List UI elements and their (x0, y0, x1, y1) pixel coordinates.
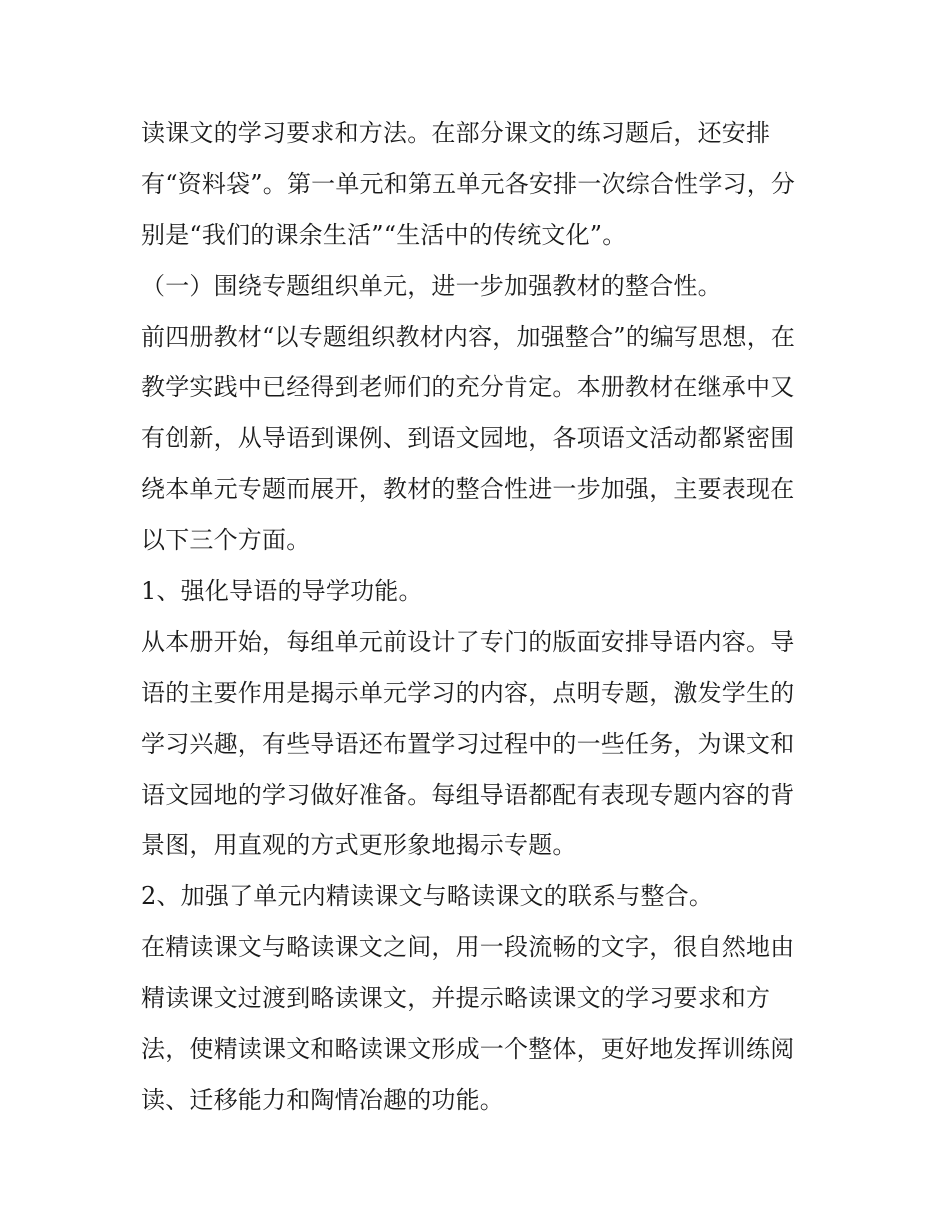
text-line: 教学实践中已经得到老师们的充分肯定。本册教材在继承中又 (141, 373, 795, 402)
text-line: 精读课文过渡到略读课文，并提示略读课文的学习要求和方 (141, 984, 771, 1013)
text-line: 有创新，从导语到课例、到语文园地，各项语文活动都紧密围 (141, 424, 795, 453)
text-line: 景图，用直观的方式更形象地揭示专题。 (141, 831, 577, 860)
text-line: 学习兴趣，有些导语还布置学习过程中的一些任务，为课文和 (141, 729, 795, 758)
document-page (141, 108, 813, 1126)
text-line: 法，使精读课文和略读课文形成一个整体，更好地发挥训练阅 (141, 1035, 795, 1064)
text-line: 前四册教材“以专题组织教材内容，加强整合”的编写思想，在 (141, 322, 796, 351)
text-line: 读课文的学习要求和方法。在部分课文的练习题后，还安排 (141, 119, 771, 147)
text-line: 以下三个方面。 (141, 526, 311, 555)
text-line: 别是“我们的课余生活”“生活中的传统文化”。 (141, 220, 627, 249)
text-line: 语的主要作用是揭示单元学习的内容，点明专题，激发学生的 (141, 678, 795, 707)
text-line: 有“资料袋”。第一单元和第五单元各安排一次综合性学习，分 (141, 169, 796, 198)
subheading: 1、强化导语的导学功能。 (141, 577, 423, 606)
text-line: 在精读课文与略读课文之间，用一段流畅的文字，很自然地由 (141, 933, 795, 962)
text-line: 读、迁移能力和陶情冶趣的功能。 (141, 1085, 504, 1114)
section-heading: （一）围绕专题组织单元，进一步加强教材的整合性。 (141, 271, 722, 300)
text-line: 语文园地的学习做好准备。每组导语都配有表现专题内容的背 (141, 780, 795, 809)
subheading: 2、加强了单元内精读课文与略读课文的联系与整合。 (141, 882, 714, 911)
text-line: 从本册开始，每组单元前设计了专门的版面安排导语内容。导 (141, 627, 795, 656)
text-line: 绕本单元专题而展开，教材的整合性进一步加强，主要表现在 (141, 475, 795, 504)
